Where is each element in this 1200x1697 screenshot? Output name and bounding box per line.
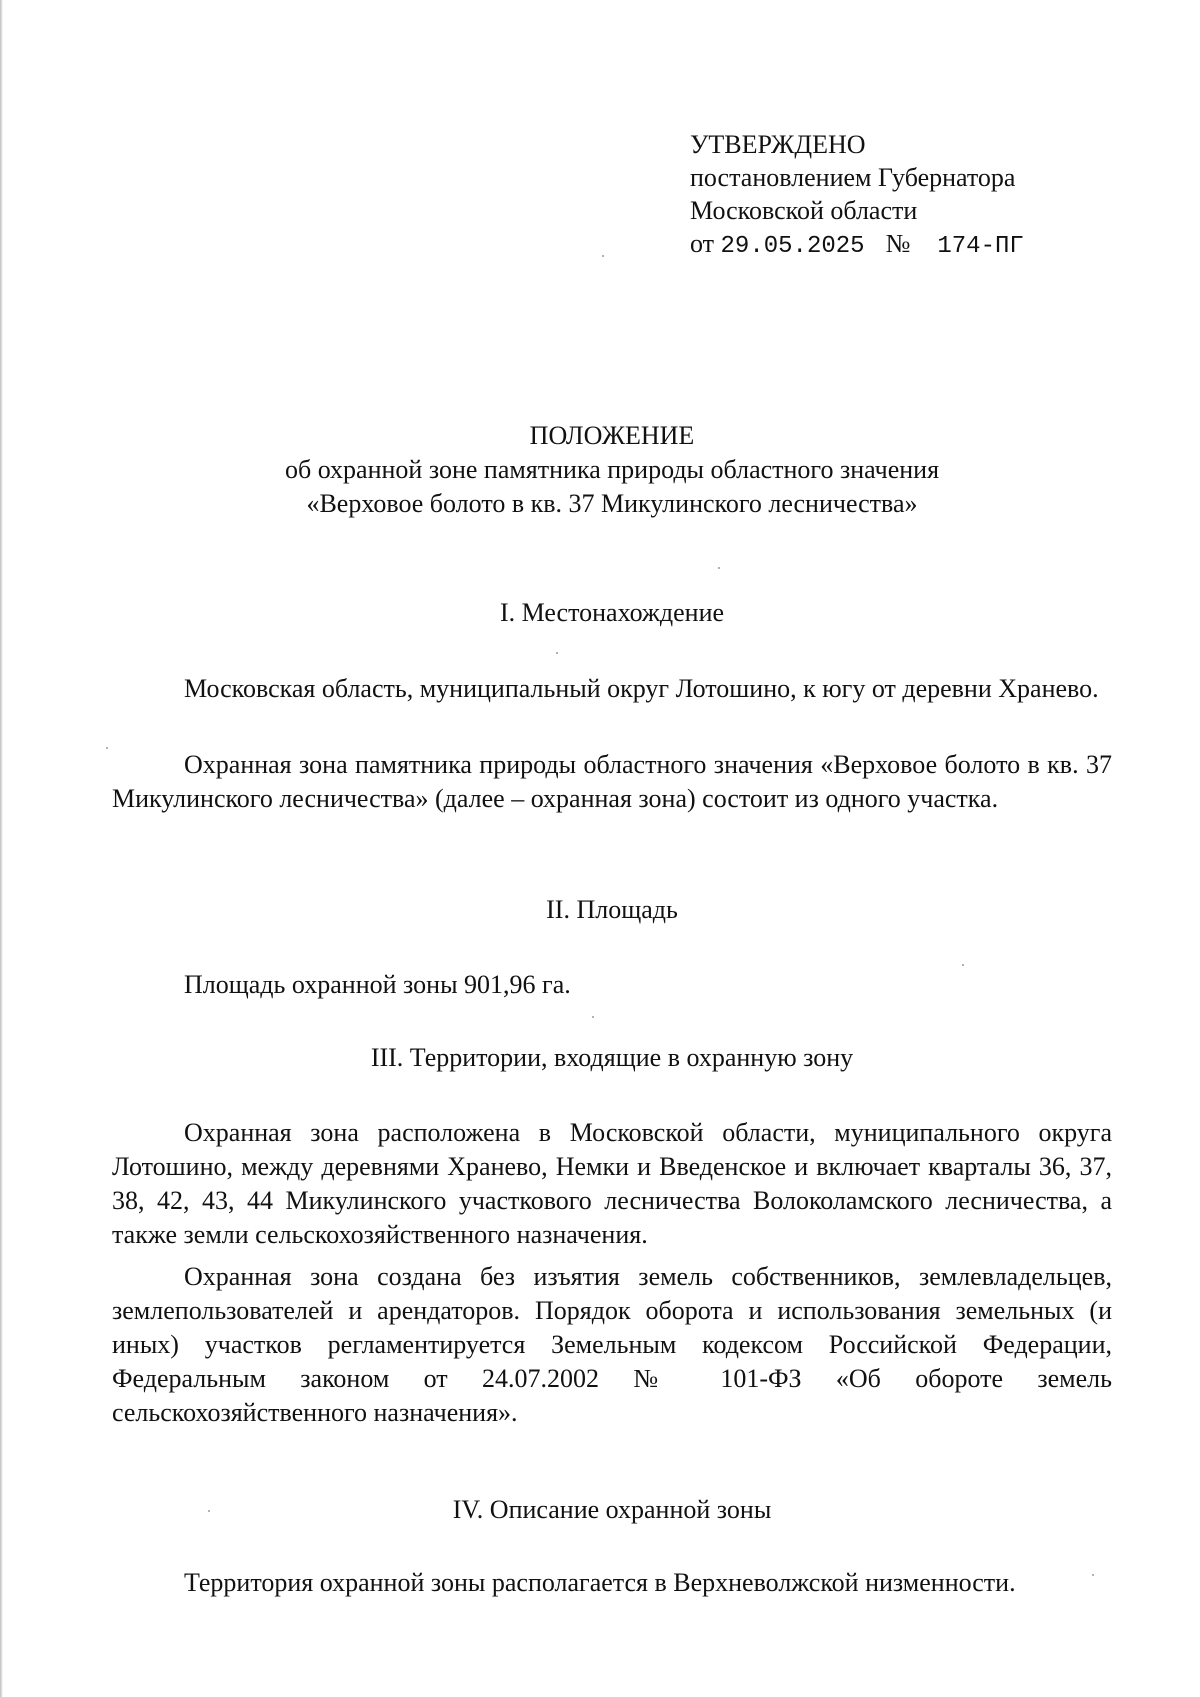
section-1-heading: I. Местонахождение (499, 598, 725, 627)
scan-speck (208, 1510, 210, 1512)
page-edge-shadow (0, 0, 3, 1697)
approval-by: постановлением Губернатора (690, 163, 1016, 192)
approval-number-sign: № (885, 229, 911, 258)
scan-speck (592, 1016, 594, 1018)
approval-date: 29.05.2025 (720, 233, 865, 260)
approval-region: Московской области (690, 196, 918, 225)
approval-date-line (690, 227, 1024, 263)
approval-number: 174-ПГ (937, 233, 1024, 260)
section-4-heading: IV. Описание охранной зоны (452, 1495, 772, 1524)
approval-title: УТВЕРЖДЕНО (690, 130, 866, 159)
section-4-paragraph-1: Территория охранной зоны располагается в Верхневолжской низменности. (184, 1568, 1016, 1597)
section-1-paragraph-2: Охранная зона памятника природы областного значения «Верховое болото в кв. 37 Микулинского лесничества» (далее – охранная зона) состоит из одного участка. (112, 750, 1112, 813)
section-3-paragraph-1: Охранная зона расположена в Московской области, муниципального округа Лотошино, между деревнями Хранево, Немки и Введенское и включает кварталы 36, 37, 38, 42, 43, 44 Микулинского участкового лесничества Волоколамского лесничества, а также земли сельскохозяйственного назначения. (112, 1118, 1112, 1249)
section-2-paragraph-1: Площадь охранной зоны 901,96 га. (184, 970, 571, 999)
section-3-heading: III. Территории, входящие в охранную зону (370, 1043, 854, 1072)
approval-block (690, 128, 1024, 263)
approval-date-prefix: от (690, 229, 715, 258)
scan-speck (718, 567, 720, 569)
document-subtitle-1: об охранной зоне памятника природы областного значения (284, 455, 940, 484)
scan-speck (556, 652, 558, 654)
document-title: ПОЛОЖЕНИЕ (529, 421, 695, 450)
scan-speck (1092, 1574, 1094, 1576)
section-1-paragraph-1: Московская область, муниципальный округ Лотошино, к югу от деревни Хранево. (184, 674, 1099, 703)
section-3-paragraph-2: Охранная зона создана без изъятия земель собственников, землевладельцев, землепользователей и арендаторов. Порядок оборота и использования земельных (и иных) участков регламентируется Земельным кодексом Российской Федерации, Федеральным законом от 24.07.2002 № 101-ФЗ «Об обороте земель сельскохозяйственного назначения». (112, 1262, 1112, 1427)
document-subtitle-2: «Верховое болото в кв. 37 Микулинского лесничества» (306, 489, 918, 518)
scan-speck (106, 747, 108, 749)
scan-speck (602, 255, 604, 257)
document-title-block (112, 419, 1112, 521)
section-2-heading: II. Площадь (546, 895, 678, 924)
scan-speck (962, 964, 964, 966)
